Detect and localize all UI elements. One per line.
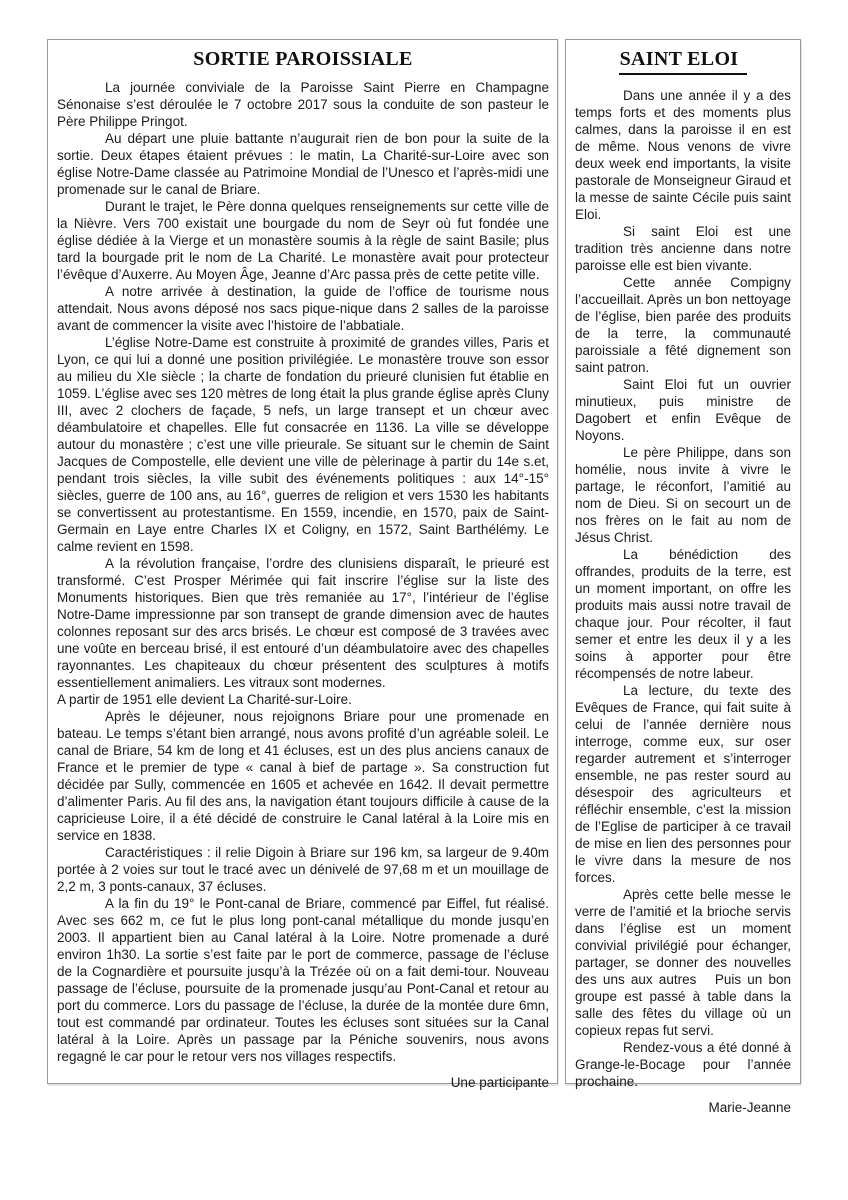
paragraph: Durant le trajet, le Père donna quelques renseignements sur cette ville de la Nièvre. Vers 700 existait une bourgade du nom de Seyr où fut fondée une église dédiée à la Vierge et un monastère soumis à la règle de saint Basile; plus tard la bourgade prit le nom de La Charité. Le monastère avait pour protecteur l’évêque d’Auxerre. Au Moyen Âge, Jeanne d’Arc passa près de cette petite ville. (57, 199, 549, 282)
article-sortie-paroissiale (47, 39, 558, 1090)
signature-marie-jeanne: Marie-Jeanne (708, 1100, 791, 1115)
paragraph: A la révolution française, l’ordre des clunisiens disparaît, le prieuré est transformé. C’est Prosper Mérimée qui fait inscrire l’église sur la liste des Monuments historiques. Bien que très remaniée au 17°, l’intérieur de l’église Notre-Dame impressionne par son transept de grande dimension avec de hautes colonnes reposant sur des arcs brisés. Le chœur est composé de 3 travées avec une voûte en berceau brisé, il est entouré d’un déambulatoire avec des chapelles rayonnantes. Les chapiteaux du chœur présentent des sculptures à motifs essentiellement animaliers. Les vitraux sont modernes. (57, 556, 549, 690)
paragraph: La bénédiction des offrandes, produits de la terre, est un moment important, on offre les produits mais aussi notre travail de chaque jour. Pour récolter, il faut semer et entre les deux il y a les soins à apporter pour être récompensés de notre labeur. (575, 547, 791, 681)
paragraph: Saint Eloi fut un ouvrier minutieux, puis ministre de Dagobert et enfin Evêque de Noyons. (575, 377, 791, 443)
article-title-saint-eloi-text: SAINT ELOI (619, 46, 748, 75)
paragraph: Rendez-vous a été donné à Grange-le-Bocage pour l’année prochaine. (575, 1040, 791, 1089)
paragraph: Caractéristiques : il relie Digoin à Briare sur 196 km, sa largeur de 9.40m portée à 2 voies sur tout le tracé avec un dénivelé de 97,68 m et un mouillage de 2,2 m, 3 ponts-canaux, 37 écluses. (57, 845, 549, 894)
paragraph: A notre arrivée à destination, la guide de l’office de tourisme nous attendait. Nous avons déposé nos sacs pique-nique dans 2 salles de la paroisse avant de commencer la visite avec l’histoire de l’abbatiale. (57, 284, 549, 333)
article-title-sortie-paroissiale: SORTIE PAROISSIALE (193, 48, 413, 70)
paragraph: L’église Notre-Dame est construite à proximité de grandes villes, Paris et Lyon, ce qui lui a donné une position privilégiée. Le monastère trouve son essor au milieu du XIe siècle ; la charte de fondation du prieuré clunisien fut établie en 1059. L’église avec ses 120 mètres de long était la plus grande église après Cluny III, avec 2 clochers de façade, 5 nefs, un large transept et un chœur avec déambulatoire et chapelles. Elle fut consacrée en 1136. La ville se développe autour du monastère ; c’est une ville prieurale. Se situant sur le chemin de Saint Jacques de Compostelle, elle devient une ville de pèlerinage à partir du 14e s.et, pendant trois siècles, la ville subit des événements politiques : aux 14°-15° siècles, guerre de 100 ans, au 16°, guerres de religion et vers 1530 les habitants se convertissent au protestantisme. En 1559, incendie, en 1570, paix de Saint-Germain en Laye entre Charles IX et Coligny, en 1572, Saint Barthélémy. Le calme revient en 1598. (57, 335, 549, 554)
paragraph: Dans une année il y a des temps forts et des moments plus calmes, dans la paroisse il en est de même. Nous venons de vivre deux week end importants, la visite pastorale de Monseigneur Giraud et la messe de sainte Cécile puis saint Eloi. (575, 88, 791, 222)
paragraph: La journée conviviale de la Paroisse Saint Pierre en Champagne Sénonaise s’est déroulée le 7 octobre 2017 sous la conduite de son pasteur le Père Philippe Pringot. (57, 80, 549, 129)
paragraph: Au départ une pluie battante n’augurait rien de bon pour la suite de la sortie. Deux étapes étaient prévues : le matin, La Charité-sur-Loire avec son église Notre-Dame classée au Patrimoine Mondial de l’Unesco et l’après-midi une promenade sur le canal de Briare. (57, 131, 549, 197)
paragraph: Après le déjeuner, nous rejoignons Briare pour une promenade en bateau. Le temps s’étant bien arrangé, nous avons profité d’un agréable soleil. Le canal de Briare, 54 km de long et 41 écluses, est un des plus anciens canaux de France et le premier de type « canal à bief de partage ». Sa construction fut décidée par Sully, commencée en 1605 et achevée en 1642. Il devait permettre d’alimenter Paris. Au fil des ans, la navigation étant toujours difficile à cause de la capricieuse Loire, il a été décidé de construire le Canal latéral à la Loire mis en service en 1838. (57, 709, 549, 843)
signature-une-participante: Une participante (450, 1075, 549, 1090)
paragraph: La lecture, du texte des Evêques de France, qui fait suite à celui de l’année dernière nous interroge, comme eux, sur oser regarder autrement et s’interroger ensemble, ne pas rester sourd au désespoir des agriculteurs et réfléchir ensemble, c’est la mission de l’Eglise de participer à ce travail de mise en lien des personnes pour le vivre dans la mesure de nos forces. (575, 683, 791, 885)
paragraph: Le père Philippe, dans son homélie, nous invite à vivre le partage, le réconfort, l’amitié au nom de Dieu. Si on secourt un de nos frères on le fait au nom de Jésus Christ. (575, 445, 791, 545)
article-saint-eloi (565, 39, 801, 1115)
paragraph: A la fin du 19° le Pont-canal de Briare, commencé par Eiffel, fut réalisé. Avec ses 662 m, ce fut le plus long pont-canal métallique du monde jusqu’en 2003. Il appartient bien au Canal latéral à la Loire. Notre promenade a duré environ 1h30. La sortie s’est faite par le port de commerce, passage de l’écluse de la Cognardière et poursuite jusqu’à la Trézée où on a fait demi-tour. Nouveau passage de l’écluse, poursuite de la promenade jusqu’au Pont-Canal et retour au port du commerce. Lors du passage de l’écluse, la durée de la montée dure 6mn, tout est commandé par ordinateur. Toutes les écluses sont situées sur la Canal latéral à la Loire. Après un passage par la Péniche souvenirs, nous avons regagné le car pour le retour vers nos villages respectifs. (57, 896, 549, 1064)
paragraph: Cette année Compigny l’accueillait. Après un bon nettoyage de l’église, bien parée des produits de la terre, la communauté paroissiale a fêté dignement son saint patron. (575, 275, 791, 375)
article-title-saint-eloi (575, 46, 791, 75)
paragraph: Après cette belle messe le verre de l’amitié et la brioche servis dans l’église est un moment convivial privilégié pour échanger, partager, se donner des nouvelles des uns aux autres Puis un bon groupe est passé à table dans la salle des fêtes du village où un copieux repas fut servi. (575, 887, 791, 1038)
paragraph: A partir de 1951 elle devient La Charité-sur-Loire. (57, 692, 352, 707)
paragraph: Si saint Eloi est une tradition très ancienne dans notre paroisse elle est bien vivante. (575, 224, 791, 273)
